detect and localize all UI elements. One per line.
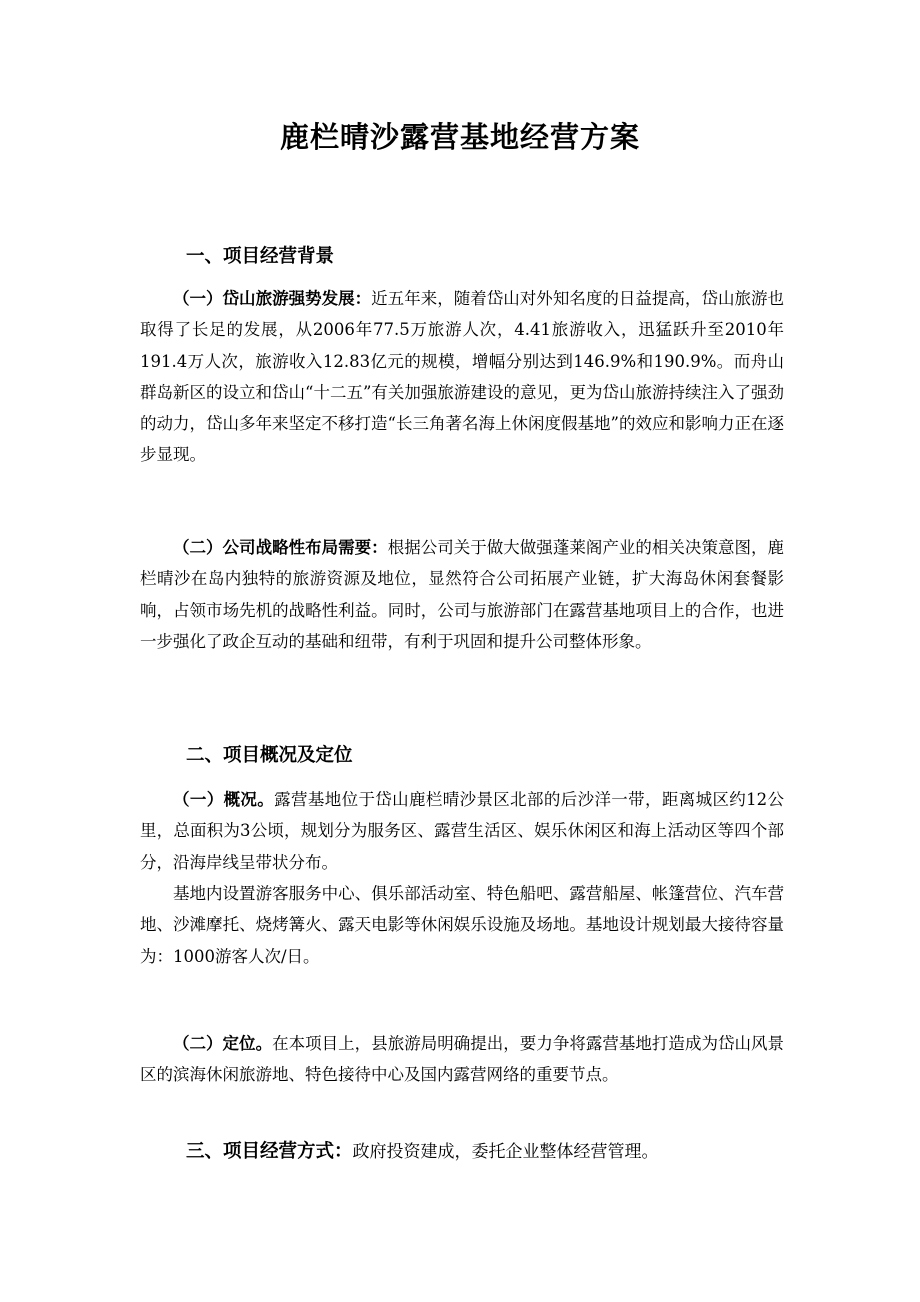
paragraph-facilities (140, 878, 784, 972)
paragraph-positioning (140, 1028, 784, 1091)
section-heading-operation-mode (186, 1137, 786, 1167)
paragraph-lead: （二）定位。 (173, 1034, 273, 1053)
paragraph-text: 基地内设置游客服务中心、俱乐部活动室、特色船吧、露营船屋、帐篷营位、汽车营地、沙滩摩托、烧烤篝火、露天电影等休闲娱乐设施及场地。基地设计规划最大接待容量为：1000游客人次/日。 (140, 884, 784, 966)
section-heading-overview: 二、项目概况及定位 (186, 745, 353, 766)
section-heading-background: 一、项目经营背景 (186, 246, 335, 267)
paragraph-text: 近五年来，随着岱山对外知名度的日益提高，岱山旅游也取得了长足的发展，从2006年77.5万旅游人次，4.41旅游收入，迅猛跃升至2010年191.4万人次，旅游收入12.83亿元的规模，增幅分别达到146.9%和190.9%。而舟山群岛新区的设立和岱山“十二五”有关加强旅游建设的意见，更为岱山旅游持续注入了强劲的动力，岱山多年来坚定不移打造“长三角著名海上休闲度假基地”的效应和影响力正在逐步显现。 (140, 289, 785, 465)
section-heading-text: 政府投资建成，委托企业整体经营管理。 (352, 1142, 659, 1162)
document-title: 鹿栏晴沙露营基地经营方案 (279, 120, 640, 154)
paragraph-text: 露营基地位于岱山鹿栏晴沙景区北部的后沙洋一带，距离城区约12公里，总面积为3公顷，规划分为服务区、露营生活区、娱乐休闲区和海上活动区等四个部分，沿海岸线呈带状分布。 (140, 790, 785, 872)
paragraph-overview (140, 784, 784, 878)
paragraph-lead: （一）岱山旅游强势发展： (173, 289, 372, 308)
paragraph-text: 根据公司关于做大做强蓬莱阁产业的相关决策意图，鹿栏晴沙在岛内独特的旅游资源及地位，显然符合公司拓展产业链，扩大海岛休闲套餐影响，占领市场先机的战略性利益。同时，公司与旅游部门在露营基地项目上的合作，也进一步强化了政企互动的基础和纽带，有利于巩固和提升公司整体形象。 (140, 538, 785, 651)
section-heading-label: 三、项目经营方式： (186, 1141, 353, 1162)
paragraph-tourism-growth (140, 283, 784, 471)
paragraph-lead: （二）公司战略性布局需要： (173, 538, 388, 557)
paragraph-lead: （一）概况。 (173, 790, 275, 809)
paragraph-strategic-layout (140, 532, 784, 657)
paragraph-text: 在本项目上，县旅游局明确提出，要力争将露营基地打造成为岱山风景区的滨海休闲旅游地、特色接待中心及国内露营网络的重要节点。 (140, 1034, 785, 1085)
